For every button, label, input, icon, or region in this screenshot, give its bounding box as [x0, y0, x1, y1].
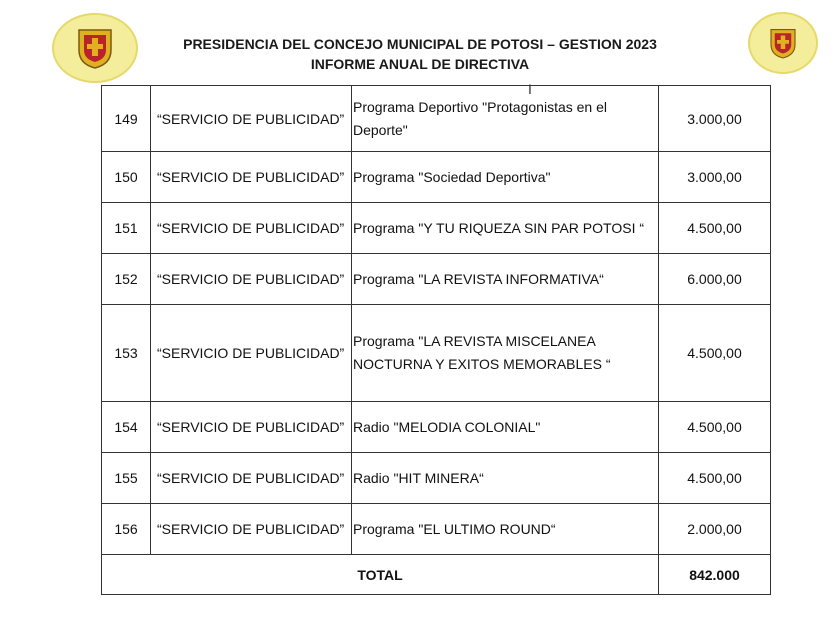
table-row [102, 152, 771, 203]
program-description: Programa "LA REVISTA INFORMATIVA“ [352, 254, 659, 305]
row-number: 149 [102, 86, 151, 152]
row-number: 153 [102, 305, 151, 402]
total-label: TOTAL [102, 555, 659, 595]
text-cursor-icon: I [528, 81, 532, 97]
report-title: PRESIDENCIA DEL CONCEJO MUNICIPAL DE POTOSI – GESTION 2023 [183, 36, 657, 52]
table-row [102, 504, 771, 555]
service-type: “SERVICIO DE PUBLICIDAD” [151, 203, 352, 254]
service-type: “SERVICIO DE PUBLICIDAD” [151, 254, 352, 305]
service-type: “SERVICIO DE PUBLICIDAD” [151, 305, 352, 402]
row-number: 151 [102, 203, 151, 254]
table-row [102, 86, 771, 152]
amount: 2.000,00 [659, 504, 771, 555]
amount: 4.500,00 [659, 203, 771, 254]
service-type: “SERVICIO DE PUBLICIDAD” [151, 86, 352, 152]
amount: 3.000,00 [659, 86, 771, 152]
row-number: 154 [102, 402, 151, 453]
service-type: “SERVICIO DE PUBLICIDAD” [151, 504, 352, 555]
row-number: 155 [102, 453, 151, 504]
program-description: Programa Deportivo "Protagonistas en el Deporte" [352, 86, 659, 152]
total-value: 842.000 [659, 555, 771, 595]
amount: 4.500,00 [659, 305, 771, 402]
amount: 6.000,00 [659, 254, 771, 305]
program-description: Programa "EL ULTIMO ROUND“ [352, 504, 659, 555]
program-description: Programa "LA REVISTA MISCELANEA NOCTURNA Y EXITOS MEMORABLES “ [352, 305, 659, 402]
row-number: 150 [102, 152, 151, 203]
row-number: 156 [102, 504, 151, 555]
program-description: Radio "MELODIA COLONIAL" [352, 402, 659, 453]
report-subtitle: INFORME ANUAL DE DIRECTIVA [310, 56, 530, 72]
service-type: “SERVICIO DE PUBLICIDAD” [151, 402, 352, 453]
table-row [102, 254, 771, 305]
service-type: “SERVICIO DE PUBLICIDAD” [151, 453, 352, 504]
row-number: 152 [102, 254, 151, 305]
program-description: Programa "Sociedad Deportiva" [352, 152, 659, 203]
table-row [102, 402, 771, 453]
service-type: “SERVICIO DE PUBLICIDAD” [151, 152, 352, 203]
program-description: Radio "HIT MINERA“ [352, 453, 659, 504]
expense-table [101, 85, 771, 595]
amount: 4.500,00 [659, 402, 771, 453]
program-description: Programa "Y TU RIQUEZA SIN PAR POTOSI “ [352, 203, 659, 254]
total-row [102, 555, 771, 595]
table-row [102, 203, 771, 254]
amount: 3.000,00 [659, 152, 771, 203]
table-row [102, 453, 771, 504]
amount: 4.500,00 [659, 453, 771, 504]
table-row [102, 305, 771, 402]
